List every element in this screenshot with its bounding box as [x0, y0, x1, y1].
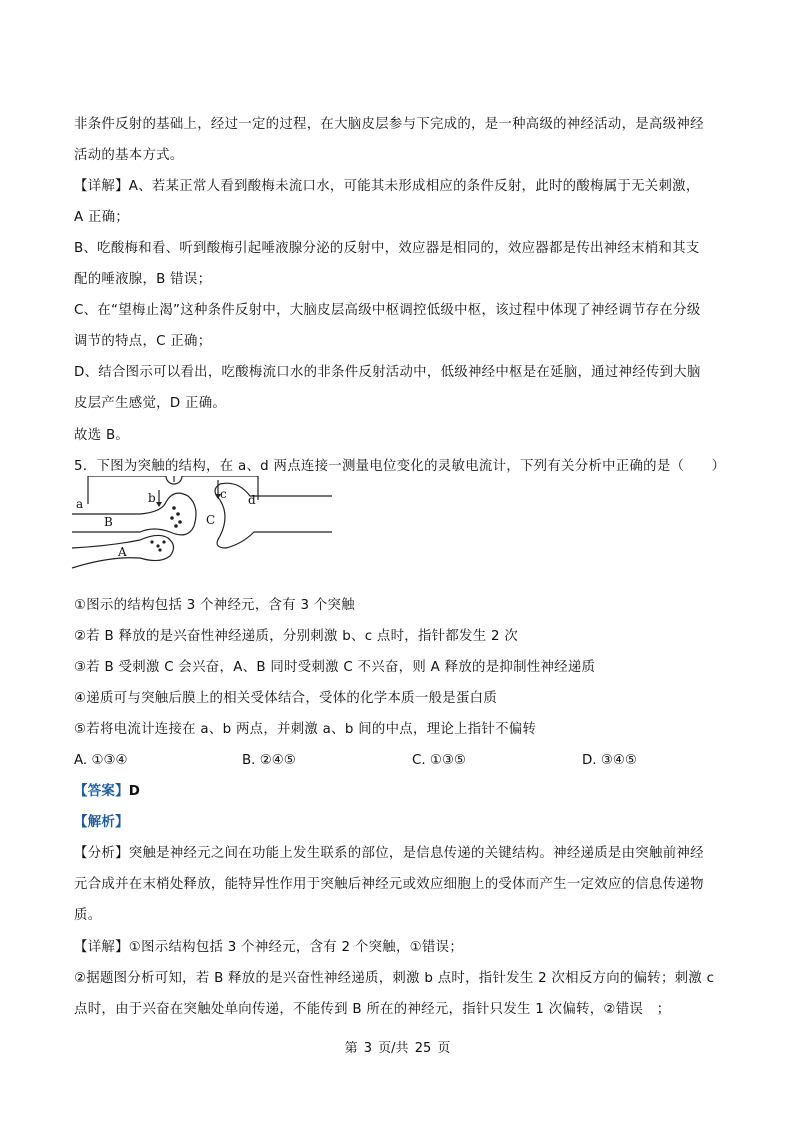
- statement-2: ②若 B 释放的是兴奋性神经递质，分别刺激 b、c 点时，指针都发生 2 次: [74, 629, 519, 644]
- text-line: B、吃酸梅和看、听到酸梅引起唾液腺分泌的反射中，效应器是相同的，效应器都是传出神经末梢和其支: [74, 241, 700, 256]
- answer-tag: 【答案】: [74, 784, 129, 799]
- label-c: c: [220, 487, 227, 501]
- statement-5: ⑤若将电流计连接在 a、b 两点，并刺激 a、b 间的中点，理论上指针不偏转: [74, 722, 537, 737]
- text-line: 故选 B。: [74, 428, 130, 443]
- analysis-tag: 【解析】: [74, 815, 129, 830]
- label-b: b: [148, 491, 156, 505]
- page-footer: [0, 1040, 795, 1058]
- text-line: 非条件反射的基础上，经过一定的过程，在大脑皮层参与下完成的，是一种高级的神经活动，是高级神经: [74, 117, 704, 132]
- option-a: A. ①③④: [74, 753, 128, 768]
- footer-prefix: 第: [344, 1041, 362, 1056]
- statement-1: ①图示的结构包括 3 个神经元，含有 3 个突触: [74, 598, 355, 613]
- option-d: D. ③④⑤: [582, 753, 637, 768]
- footer-total-pages: 25: [414, 1041, 432, 1056]
- analysis-line: 元合成并在末梢处释放，能特异性作用于突触后神经元或效应细胞上的受体而产生一定效应的信息传递物: [74, 877, 704, 892]
- synapse-diagram: [70, 460, 335, 572]
- text-line: 活动的基本方式。: [74, 148, 184, 163]
- analysis-line: 【分析】突触是神经元之间在功能上发生联系的部位，是信息传递的关键结构。神经递质是由突触前神经: [74, 846, 704, 861]
- analysis-line: 【详解】①图示结构包括 3 个神经元，含有 2 个突触，①错误；: [74, 940, 464, 955]
- footer-page-number: 3: [363, 1041, 373, 1056]
- label-a: a: [76, 497, 84, 511]
- text-line: 【详解】A、若某正常人看到酸梅未流口水，可能其未形成相应的条件反射，此时的酸梅属于无关刺激，: [74, 179, 700, 194]
- option-c: C. ①③⑤: [412, 753, 466, 768]
- text-line: 配的唾液腺，B 错误；: [74, 272, 212, 287]
- label-B: B: [104, 515, 113, 529]
- text-line: 调节的特点，C 正确；: [74, 334, 212, 349]
- question-stem: 5．下图为突触的结构，在 a、d 两点连接一测量电位变化的灵敏电流计，下列有关分析中正确的是（ ）: [74, 458, 729, 476]
- footer-middle: 页/共: [374, 1041, 413, 1056]
- analysis-line: 质。: [74, 908, 102, 923]
- label-A: A: [118, 545, 127, 559]
- text-line: D、结合图示可以看出，吃酸梅流口水的非条件反射活动中，低级神经中枢是在延脑，通过神经传到大脑: [74, 365, 701, 380]
- statement-4: ④递质可与突触后膜上的相关受体结合，受体的化学本质一般是蛋白质: [74, 691, 498, 706]
- statement-3: ③若 B 受刺激 C 会兴奋，A、B 同时受刺激 C 不兴奋，则 A 释放的是抑制性神经递质: [74, 660, 596, 675]
- label-C: C: [206, 513, 216, 527]
- option-b: B. ②④⑤: [242, 753, 296, 768]
- analysis-line: 点时，由于兴奋在突触处单向传递，不能传到 B 所在的神经元，指针只发生 1 次偏转，②错误 ；: [74, 1002, 671, 1017]
- answer-value: D: [128, 784, 141, 799]
- text-line: 皮层产生感觉，D 正确。: [74, 396, 227, 411]
- answer-line: [74, 783, 140, 801]
- footer-suffix: 页: [433, 1041, 451, 1056]
- text-line: C、在“望梅止渴”这种条件反射中，大脑皮层高级中枢调控低级中枢，该过程中体现了神经调节存在分级: [74, 303, 701, 318]
- text-line: A 正确；: [74, 210, 130, 225]
- label-d: d: [248, 493, 256, 507]
- analysis-line: ②据题图分析可知，若 B 释放的是兴奋性神经递质，刺激 b 点时，指针发生 2 次相反方向的偏转；刺激 c: [74, 971, 715, 986]
